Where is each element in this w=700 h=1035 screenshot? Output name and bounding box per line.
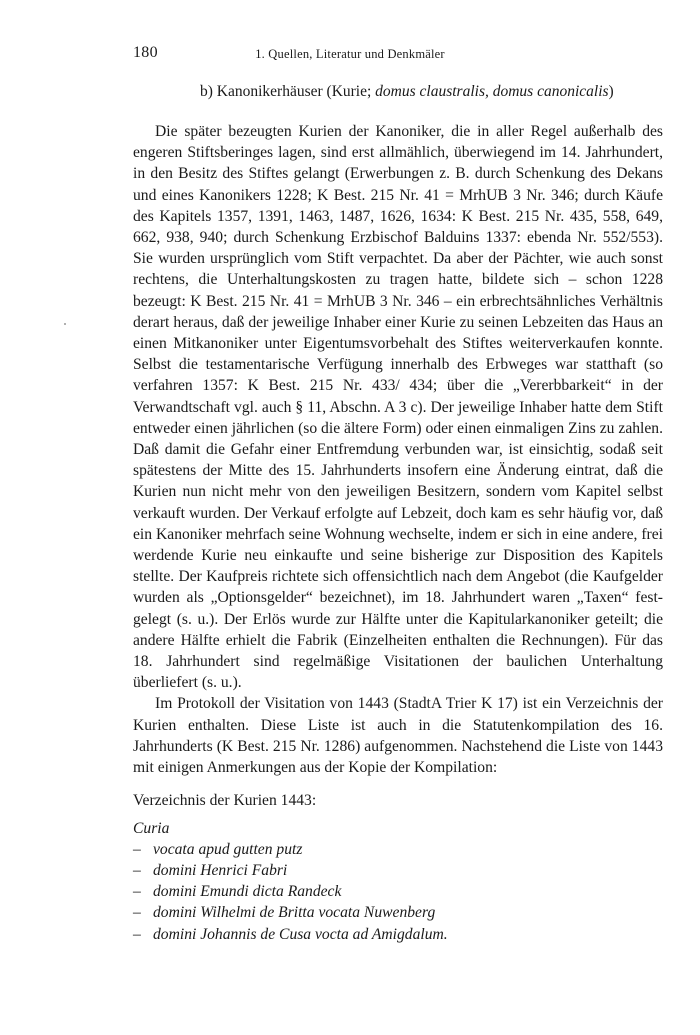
margin-mark xyxy=(64,323,66,325)
section-heading-italic: domus claustralis, domus canonicalis xyxy=(375,83,609,100)
list-item xyxy=(133,881,663,902)
list-label-curia: Curia xyxy=(133,819,170,837)
list-heading: Verzeichnis der Kurien 1443: xyxy=(133,792,317,810)
curia-list xyxy=(133,839,663,945)
list-item-text: domini Emundi dicta Randeck xyxy=(153,883,342,901)
page-number: 180 xyxy=(133,44,158,61)
list-item xyxy=(133,902,663,923)
dash-bullet: – xyxy=(133,840,141,858)
list-item-text: vocata apud gutten putz xyxy=(153,840,303,858)
section-heading xyxy=(200,83,614,101)
dash-bullet: – xyxy=(133,925,141,943)
list-item-text: domini Henrici Fabri xyxy=(153,861,288,879)
body-text xyxy=(133,121,663,945)
list-item xyxy=(133,860,663,881)
list-item-text: domini Johannis de Cusa vocta ad Amigdalum. xyxy=(153,925,448,943)
dash-bullet: – xyxy=(133,883,141,901)
section-heading-close: ) xyxy=(608,83,614,100)
list-item xyxy=(133,924,663,945)
section-heading-label: b) Kanonikerhäuser (Kurie; xyxy=(200,83,372,100)
paragraph-kurien-history: Die später bezeugten Kurien der Kanoniker, die in aller Regel außerhalb des engeren Stiftsberinges lagen, sind erst allmählich, überwiegend im 14. Jahrhundert, in den Besitz des Stiftes gelangt (Erwerbungen z. B. durch Schenkung des Dekans und eines Kanonikers 1228; K Best. 215 Nr. 41 = MrhUB 3 Nr. 346; durch Käufe des Kapitels 1357, 1391, 1463, 1487, 1626, 1634: K Best. 215 Nr. 435, 558, 649, 662, 938, 940; durch Schenkung Erzbischof Balduins 1337: ebenda Nr. 552/553). Sie wurden ursprünglich vom Stift verpachtet. Da aber der Pächter, wie auch sonst rechtens, die Unterhaltungskosten zu tragen hatte, bildete sich – schon 1228 bezeugt: K Best. 215 Nr. 41 = MrhUB 3 Nr. 346 – ein erbrechtsähnliches Verhältnis derart heraus, daß der jeweilige Inhaber einer Kurie zu seinen Lebzeiten das Haus an einen Mitkanoniker unter Eigentumsvorbehalt des Stiftes weiterverkaufen konnte. Selbst die testamentarische Verfügung innerhalb des Erbweges war statthaft (so verfahren 1357: K Best. 215 Nr. 433/ 434; über die „Vererbbarkeit“ in der Verwandtschaft vgl. auch § 11, Abschn. A 3 c). Der jeweilige Inhaber hatte dem Stift entweder einen jährlichen (so die ältere Form) oder einen einmaligen Zins zu zahlen. Daß damit die Gefahr einer Entfremdung verbunden war, ist einsichtig, sodaß seit spätestens der Mitte des 15. Jahrhunderts insofern eine Änderung eintrat, daß die Kurien nun nicht mehr von den jeweiligen Besitzern, sondern vom Kapitel selbst verkauft wurden. Der Verkauf erfolgte auf Lebzeit, doch kam es sehr häufig vor, daß ein Kanoniker mehrfach seine Wohnung wechselte, indem er sich in eine andere, frei werdende Kurie neu einkaufte und seine bisherige zur Disposition des Kapitels stellte. Der Kaufpreis richtete sich offensichtlich nach dem Angebot (die Kaufgelder wurden als „Optionsgelder“ bezeichnet), im 18. Jahrhundert waren „Taxen“ festgelegt (s. u.). Der Erlös wurde zur Hälfte unter die Kapitularkanoniker geteilt; die andere Hälfte erhielt die Fabrik (Einzelheiten enthalten die Rechnungen). Für das 18. Jahrhundert sind regelmäßige Visitationen der baulichen Unterhaltung überliefert (s. u.). xyxy=(133,123,663,692)
list-item xyxy=(133,839,663,860)
running-head: 1. Quellen, Literatur und Denkmäler xyxy=(255,47,445,61)
dash-bullet: – xyxy=(133,861,141,879)
dash-bullet: – xyxy=(133,904,141,922)
paragraph-visitation-1443: Im Protokoll der Visitation von 1443 (StadtA Trier K 17) ist ein Verzeichnis der Kurien enthalten. Diese Liste ist auch in die Statutenkompilation des 16. Jahrhunderts (K Best. 215 Nr. 1286) aufgenommen. Nachstehend die Liste von 1443 mit einigen Anmerkungen aus der Kopie der Kompilation: xyxy=(133,695,663,777)
list-item-text: domini Wilhelmi de Britta vocata Nuwenberg xyxy=(153,904,436,922)
